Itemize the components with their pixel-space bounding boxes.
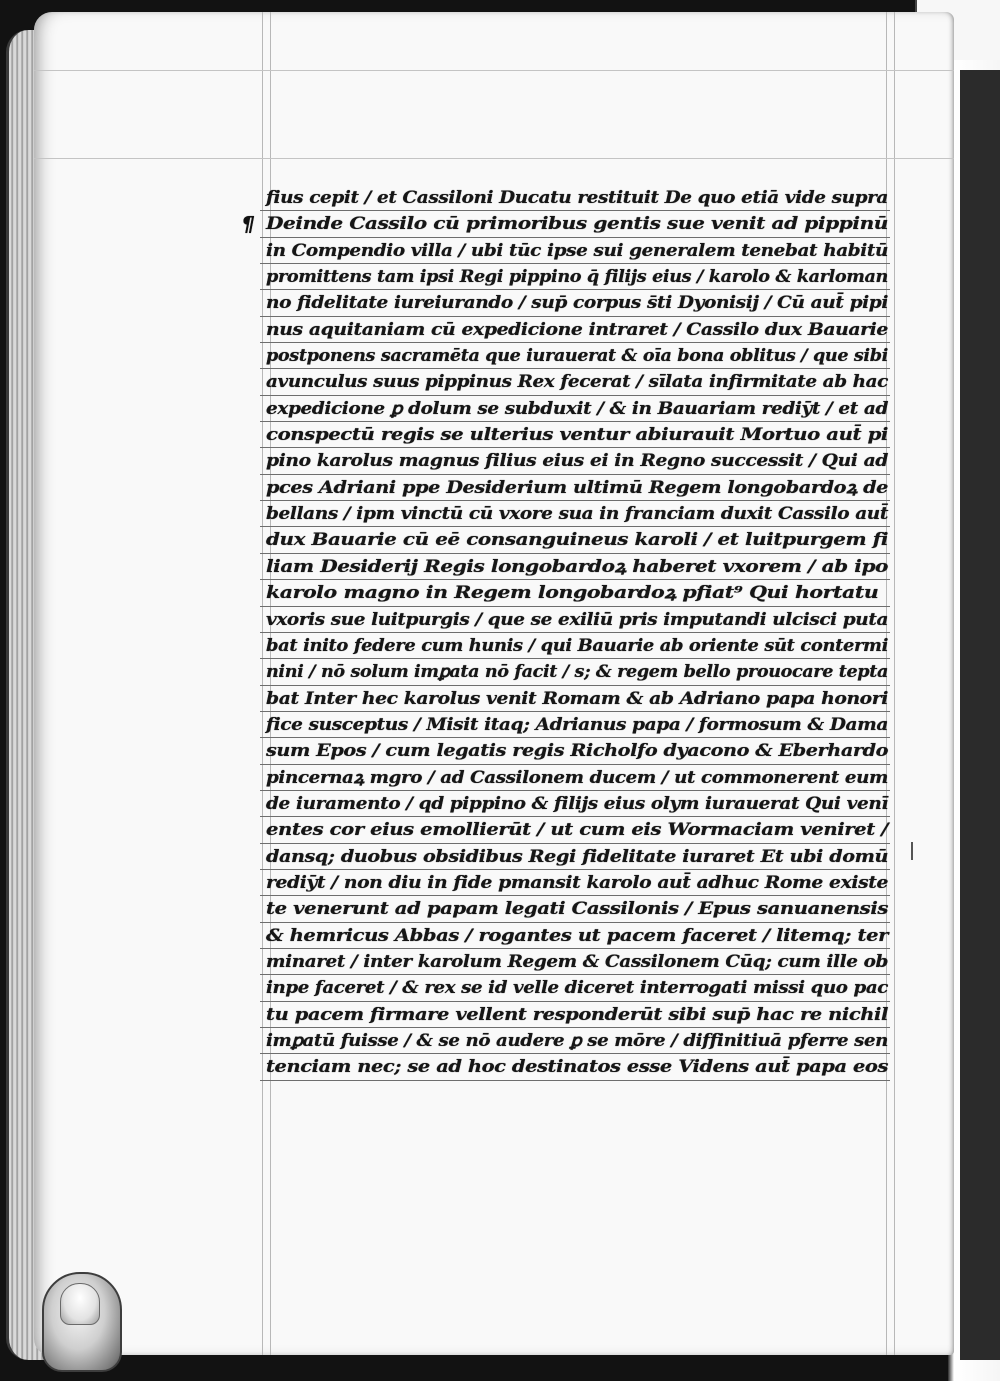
text-line: vxoris sue luitpurgis / que se exiliū pris imputandi ulcisci puta bbox=[260, 607, 890, 633]
paragraph-mark: ¶ bbox=[242, 212, 255, 237]
text-line: bellans / ipm vinctū cū vxore sua in franciam duxit Cassilo aut̄ bbox=[260, 501, 890, 527]
text-line: in Compendio villa / ubi tūc ipse sui generalem tenebat habitū bbox=[260, 238, 890, 264]
text-line: tenciam nec; se ad hoc destinatos esse Videns aut̄ papa eos bbox=[260, 1054, 890, 1080]
thumbnail-nail bbox=[60, 1283, 100, 1325]
text-line: pces Adriani ppe Desiderium ultimū Regem longobardoꝝ de bbox=[260, 475, 890, 501]
next-page-shadow bbox=[960, 70, 1000, 1360]
text-line: fius cepit / et Cassiloni Ducatu restituit De quo etiā vide supra bbox=[260, 185, 890, 211]
text-line: & hemricus Abbas / rogantes ut pacem faceret / litemq; ter bbox=[260, 923, 890, 949]
text-line: nini / nō solum imꝑata nō facit / s; & regem bello prouocare tepta bbox=[260, 659, 890, 685]
text-line: fice susceptus / Misit itaq; Adrianus papa / formosum & Dama bbox=[260, 712, 890, 738]
text-line: dux Bauarie cū eē consanguineus karoli / et luitpurgem fi bbox=[260, 527, 890, 553]
text-line: de iuramento / qd pippino & filijs eius olym iurauerat Qui venī bbox=[260, 791, 890, 817]
text-line: conspectū regis se ulterius ventur abiurauit Mortuo aut̄ pi bbox=[260, 422, 890, 448]
text-line: pincernaꝝ mgro / ad Cassilonem ducem / ut commonerent eum bbox=[260, 765, 890, 791]
text-line: rediȳt / non diu in fide pmansit karolo aut̄ adhuc Rome existe bbox=[260, 870, 890, 896]
text-line: inpe faceret / & rex se id velle diceret interrogati missi quo pac bbox=[260, 975, 890, 1001]
text-line: karolo magno in Regem longobardoꝝ pfiat⁹ Qui hortatu bbox=[260, 580, 890, 606]
text-line: avunculus suus pippinus Rex fecerat / sīlata infirmitate ab hac bbox=[260, 369, 890, 395]
text-block bbox=[242, 185, 890, 1081]
text-line: postponens sacramēta que iurauerat & oīa bona oblitus / que sibi bbox=[260, 343, 890, 369]
text-line: pino karolus magnus filius eius ei in Regno successit / Qui ad bbox=[260, 448, 890, 474]
text-line: liam Desiderij Regis longobardoꝝ haberet vxorem / ab ipo bbox=[260, 554, 890, 580]
text-line: dansq; duobus obsidibus Regi fidelitate iuraret Et ubi domū bbox=[260, 844, 890, 870]
text-line: no fidelitate iureiurando / sup̄ corpus s̄ti Dyonisij / Cū aut̄ pipi bbox=[260, 290, 890, 316]
ruling-line-vertical bbox=[894, 12, 895, 1355]
text-line: ¶ Deinde Cassilo cū primoribus gentis sue venit ad pippinū bbox=[242, 212, 888, 237]
text-line: promittens tam ipsi Regi pippino q̄ filijs eius / karolo & karloman bbox=[260, 264, 890, 290]
pencil-mark bbox=[911, 842, 913, 860]
text-line: bat inito federe cum hunis / qui Bauarie ab oriente sūt contermi bbox=[260, 633, 890, 659]
text-line: imꝑatū fuisse / & se nō audere ꝑ se mōre / diffinitiuā pferre sen bbox=[260, 1028, 890, 1054]
text-line: expedicione ꝑ dolum se subduxit / & in Bauariam rediȳt / et ad bbox=[260, 396, 890, 422]
text-line: nus aquitaniam cū expedicione intraret / Cassilo dux Bauarie bbox=[260, 317, 890, 343]
ruling-line-horizontal bbox=[34, 70, 954, 71]
text-line: tu pacem firmare vellent responderūt sibi sup̄ hac re nichil bbox=[260, 1002, 890, 1028]
text-line: sum Epos / cum legatis regis Richolfo dyacono & Eberhardo bbox=[260, 738, 890, 764]
text-line: entes cor eius emollierūt / ut cum eis Wormaciam veniret / bbox=[260, 817, 890, 843]
ruling-line-horizontal bbox=[34, 158, 954, 159]
text-line: te venerunt ad papam legati Cassilonis / Epus sanuanensis bbox=[260, 896, 890, 922]
text-line: minaret / inter karolum Regem & Cassilonem Cūq; cum ille ob bbox=[260, 949, 890, 975]
text-line: bat Inter hec karolus venit Romam & ab Adriano papa honori bbox=[260, 686, 890, 712]
